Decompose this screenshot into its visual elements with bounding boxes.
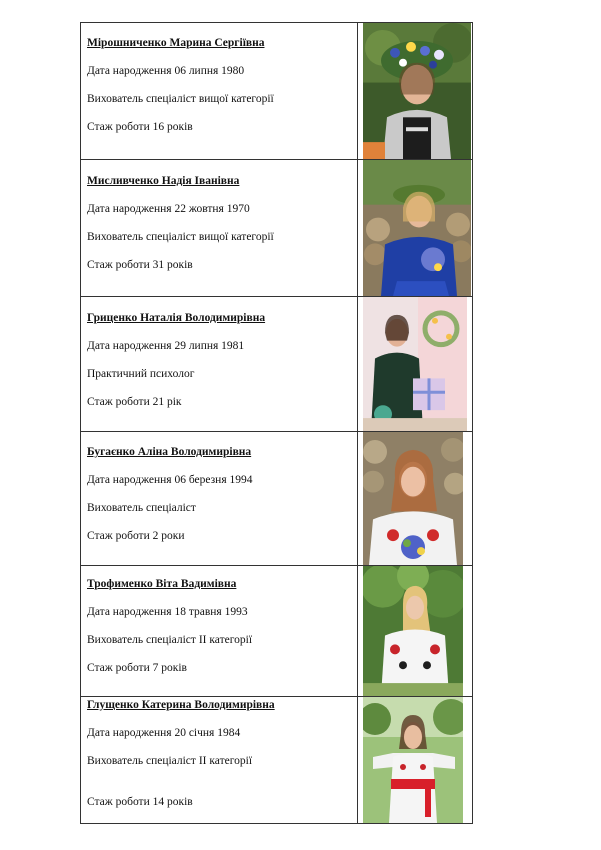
staff-position: Вихователь спеціаліст вищої категорії	[87, 231, 274, 243]
staff-photo	[363, 566, 463, 696]
staff-photo-cell	[363, 566, 472, 696]
staff-info-cell	[81, 23, 358, 159]
staff-position: Вихователь спеціаліст ІІ категорії	[87, 634, 253, 646]
staff-experience: Стаж роботи 16 років	[87, 121, 193, 133]
staff-photo	[363, 432, 463, 565]
staff-birth-date: Дата народження 18 травня 1993	[87, 606, 248, 618]
staff-position: Вихователь спеціаліст	[87, 502, 196, 514]
staff-photo-cell	[363, 160, 472, 296]
staff-photo-cell	[363, 432, 472, 565]
staff-birth-date: Дата народження 06 липня 1980	[87, 65, 245, 77]
staff-photo	[363, 297, 467, 431]
table-row	[81, 23, 472, 160]
staff-position: Вихователь спеціаліст вищої категорії	[87, 93, 274, 105]
staff-birth-date: Дата народження 20 січня 1984	[87, 727, 241, 739]
table-row	[81, 697, 472, 823]
staff-experience: Стаж роботи 7 років	[87, 662, 187, 674]
staff-experience: Стаж роботи 14 років	[87, 796, 193, 808]
staff-photo	[363, 23, 471, 159]
staff-name: Мисливченко Надія Іванівна	[87, 175, 240, 187]
staff-photo-cell	[363, 297, 472, 431]
staff-position: Вихователь спеціаліст ІІ категорії	[87, 755, 253, 767]
staff-table	[80, 22, 473, 824]
staff-photo	[363, 697, 463, 823]
staff-name: Гриценко Наталія Володимирівна	[87, 312, 266, 324]
staff-name: Трофименко Віта Вадимівна	[87, 578, 237, 590]
staff-name: Бугаєнко Аліна Володимирівна	[87, 446, 252, 458]
staff-photo-cell	[363, 697, 472, 823]
staff-birth-date: Дата народження 06 березня 1994	[87, 474, 253, 486]
table-row	[81, 566, 472, 697]
staff-info-cell	[81, 432, 358, 565]
table-row	[81, 160, 472, 297]
staff-experience: Стаж роботи 31 років	[87, 259, 193, 271]
staff-photo-cell	[363, 23, 472, 159]
staff-birth-date: Дата народження 22 жовтня 1970	[87, 203, 250, 215]
staff-birth-date: Дата народження 29 липня 1981	[87, 340, 245, 352]
staff-experience: Стаж роботи 2 роки	[87, 530, 185, 542]
staff-info-cell	[81, 160, 358, 296]
staff-position: Практичний психолог	[87, 368, 195, 380]
staff-info-cell	[81, 697, 358, 823]
staff-name: Глущенко Катерина Володимирівна	[87, 699, 275, 711]
staff-name: Мірошниченко Марина Сергіївна	[87, 37, 265, 49]
staff-info-cell	[81, 297, 358, 431]
table-row	[81, 432, 472, 566]
table-row	[81, 297, 472, 432]
staff-experience: Стаж роботи 21 рік	[87, 396, 182, 408]
staff-info-cell	[81, 566, 358, 696]
staff-photo	[363, 160, 471, 296]
